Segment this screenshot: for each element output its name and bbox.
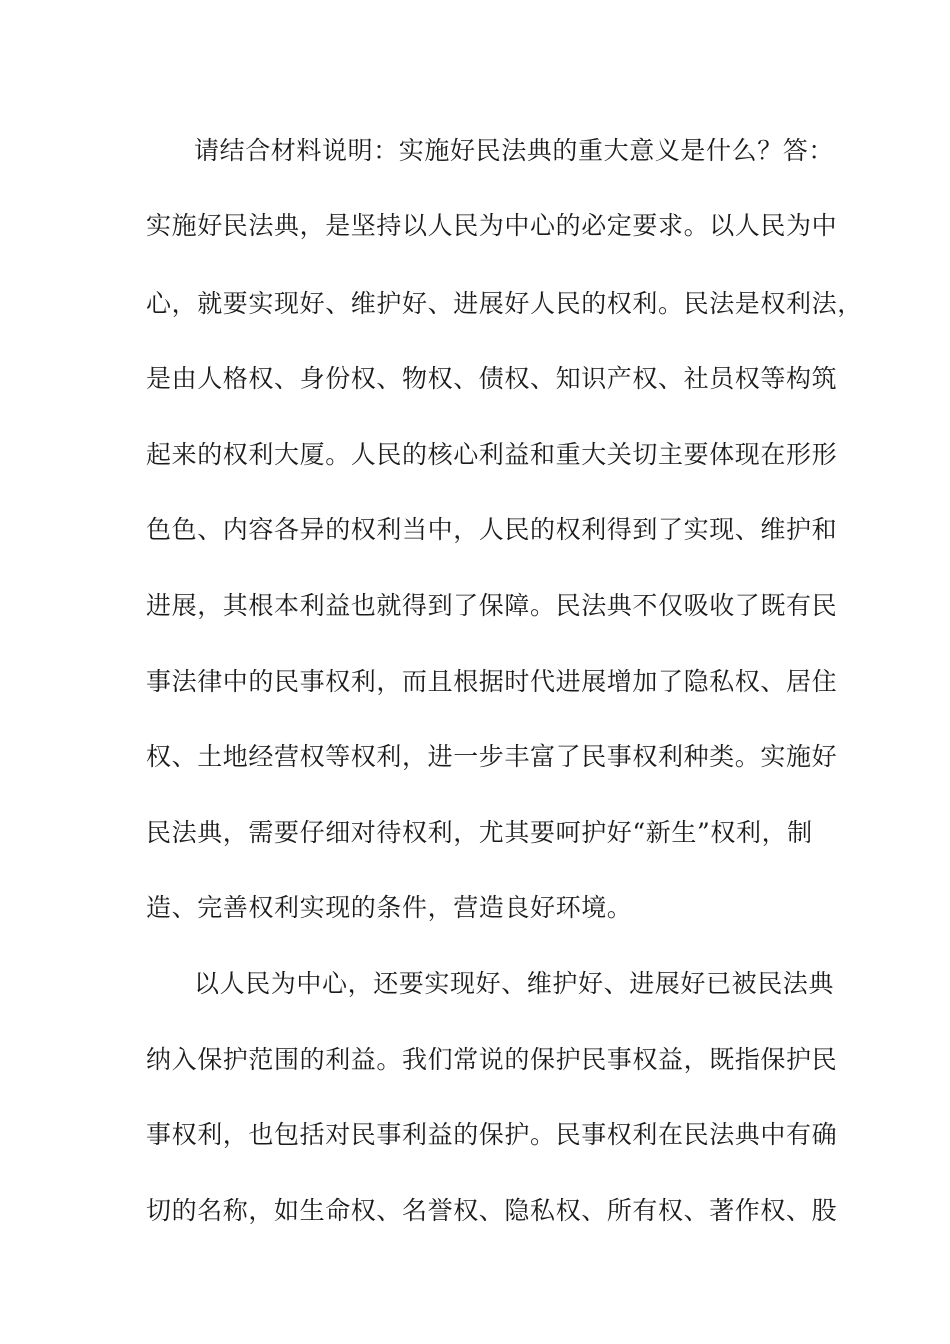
text-line: 起来的权利大厦。人民的核心利益和重大关切主要体现在形形 <box>146 440 838 469</box>
text-line: 是由人格权、身份权、物权、债权、知识产权、社员权等构筑 <box>146 364 838 393</box>
text-line: 色色、内容各异的权利当中，人民的权利得到了实现、维护和 <box>146 515 838 544</box>
text-line: 切的名称，如生命权、名誉权、隐私权、所有权、著作权、股 <box>146 1196 838 1225</box>
text-line: 造、完善权利实现的条件，营造良好环境。 <box>146 893 633 922</box>
text-line: 事权利，也包括对民事利益的保护。民事权利在民法典中有确 <box>146 1120 838 1149</box>
text-line: 实施好民法典，是坚持以人民为中心的必定要求。以人民为中 <box>146 211 838 240</box>
text-line: 民法典，需要仔细对待权利，尤其要呵护好“新生”权利，制 <box>146 818 813 847</box>
text-line: 进展，其根本利益也就得到了保障。民法典不仅吸收了既有民 <box>146 591 838 620</box>
text-line: 请结合材料说明：实施好民法典的重大意义是什么？答： <box>194 136 835 165</box>
text-line: 纳入保护范围的利益。我们常说的保护民事权益，既指保护民 <box>146 1045 838 1074</box>
text-line: 权、土地经营权等权利，进一步丰富了民事权利种类。实施好 <box>146 742 838 771</box>
text-line: 以人民为中心，还要实现好、维护好、进展好已被民法典 <box>194 969 835 998</box>
text-line: 心，就要实现好、维护好、进展好人民的权利。民法是权利法， <box>146 289 863 318</box>
text-line: 事法律中的民事权利，而且根据时代进展增加了隐私权、居住 <box>146 667 838 696</box>
